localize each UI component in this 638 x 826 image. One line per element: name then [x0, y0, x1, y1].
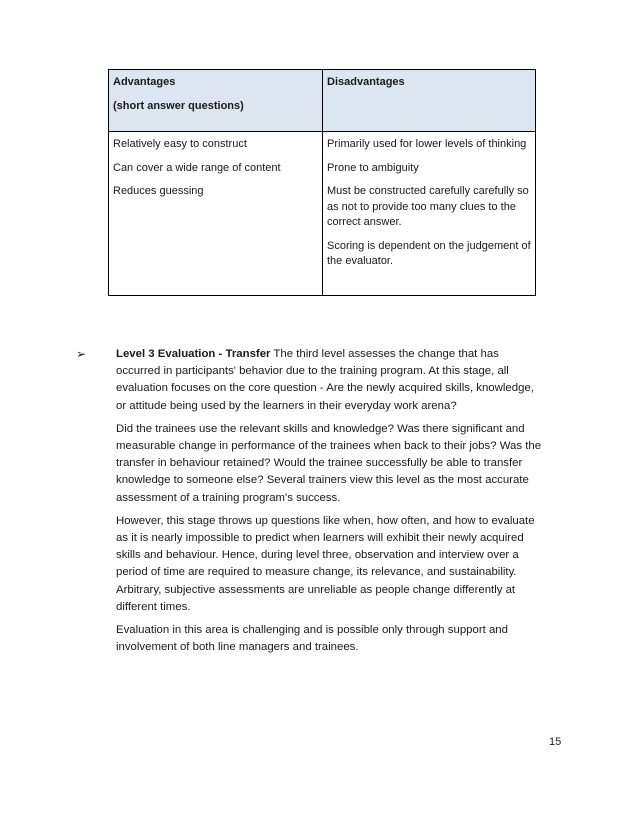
- advantage-item: Can cover a wide range of content: [113, 161, 281, 174]
- section-intro: The third level assesses the change that has occurred in participants' behavior due to the training program. At this stage, all evaluation focuses on the core question - Are the newly acquired skills, knowledge, or attitude being used by the learners in their everyday work arena?: [116, 348, 534, 412]
- table-header-row: [109, 70, 536, 132]
- page-number: 15: [549, 736, 562, 748]
- table-row: [109, 132, 536, 296]
- advantages-subheader: (short answer questions): [113, 99, 244, 112]
- body-paragraph: However, this stage throws up questions like when, how often, and how to evaluate as it is nearly impossible to predict when learners will exhibit their newly acquired skills and behaviour. Hence, during level three, observation and interview over a period of time are required to measure change, its relevance, and sustainability. Arbitrary, subjective assessments are unreliable as people change differently at different times.: [116, 514, 535, 613]
- section-intro-paragraph: [116, 346, 546, 415]
- disadvantage-item: Must be constructed carefully carefully so as not to provide too many clues to the correct answer.: [327, 185, 529, 228]
- advantages-cell: [109, 132, 323, 296]
- disadvantage-item: Scoring is dependent on the judgement of the evaluator.: [327, 239, 531, 267]
- section-content: [116, 346, 546, 656]
- disadvantages-cell: [323, 132, 536, 296]
- disadvantage-item: Primarily used for lower levels of thinking: [327, 138, 527, 150]
- body-paragraph: Evaluation in this area is challenging and is possible only through support and involvement of both line managers and trainees.: [116, 624, 508, 654]
- disadvantages-header-cell: [323, 70, 536, 132]
- advantages-header: Advantages: [113, 76, 176, 88]
- advantages-header-cell: [109, 70, 323, 132]
- body-paragraph: Did the trainees use the relevant skills and knowledge? Was there significant and measurable change in performance of the trainees when back to their jobs? Was the transfer in behaviour retained? Would the trainee successfully be able to transfer knowledge to someone else? Several trainers view this level as the most accurate assessment of a training program's success.: [116, 422, 542, 504]
- section-heading: Level 3 Evaluation - Transfer: [116, 348, 271, 360]
- disadvantage-item: Prone to ambiguity: [327, 161, 419, 174]
- level-3-section: [76, 346, 546, 662]
- arrow-bullet-icon: ➢: [76, 347, 87, 361]
- advantage-item: Relatively easy to construct: [113, 138, 247, 150]
- disadvantages-header: Disadvantages: [327, 76, 405, 88]
- advantages-disadvantages-table: [108, 69, 536, 296]
- advantage-item: Reduces guessing: [113, 185, 204, 197]
